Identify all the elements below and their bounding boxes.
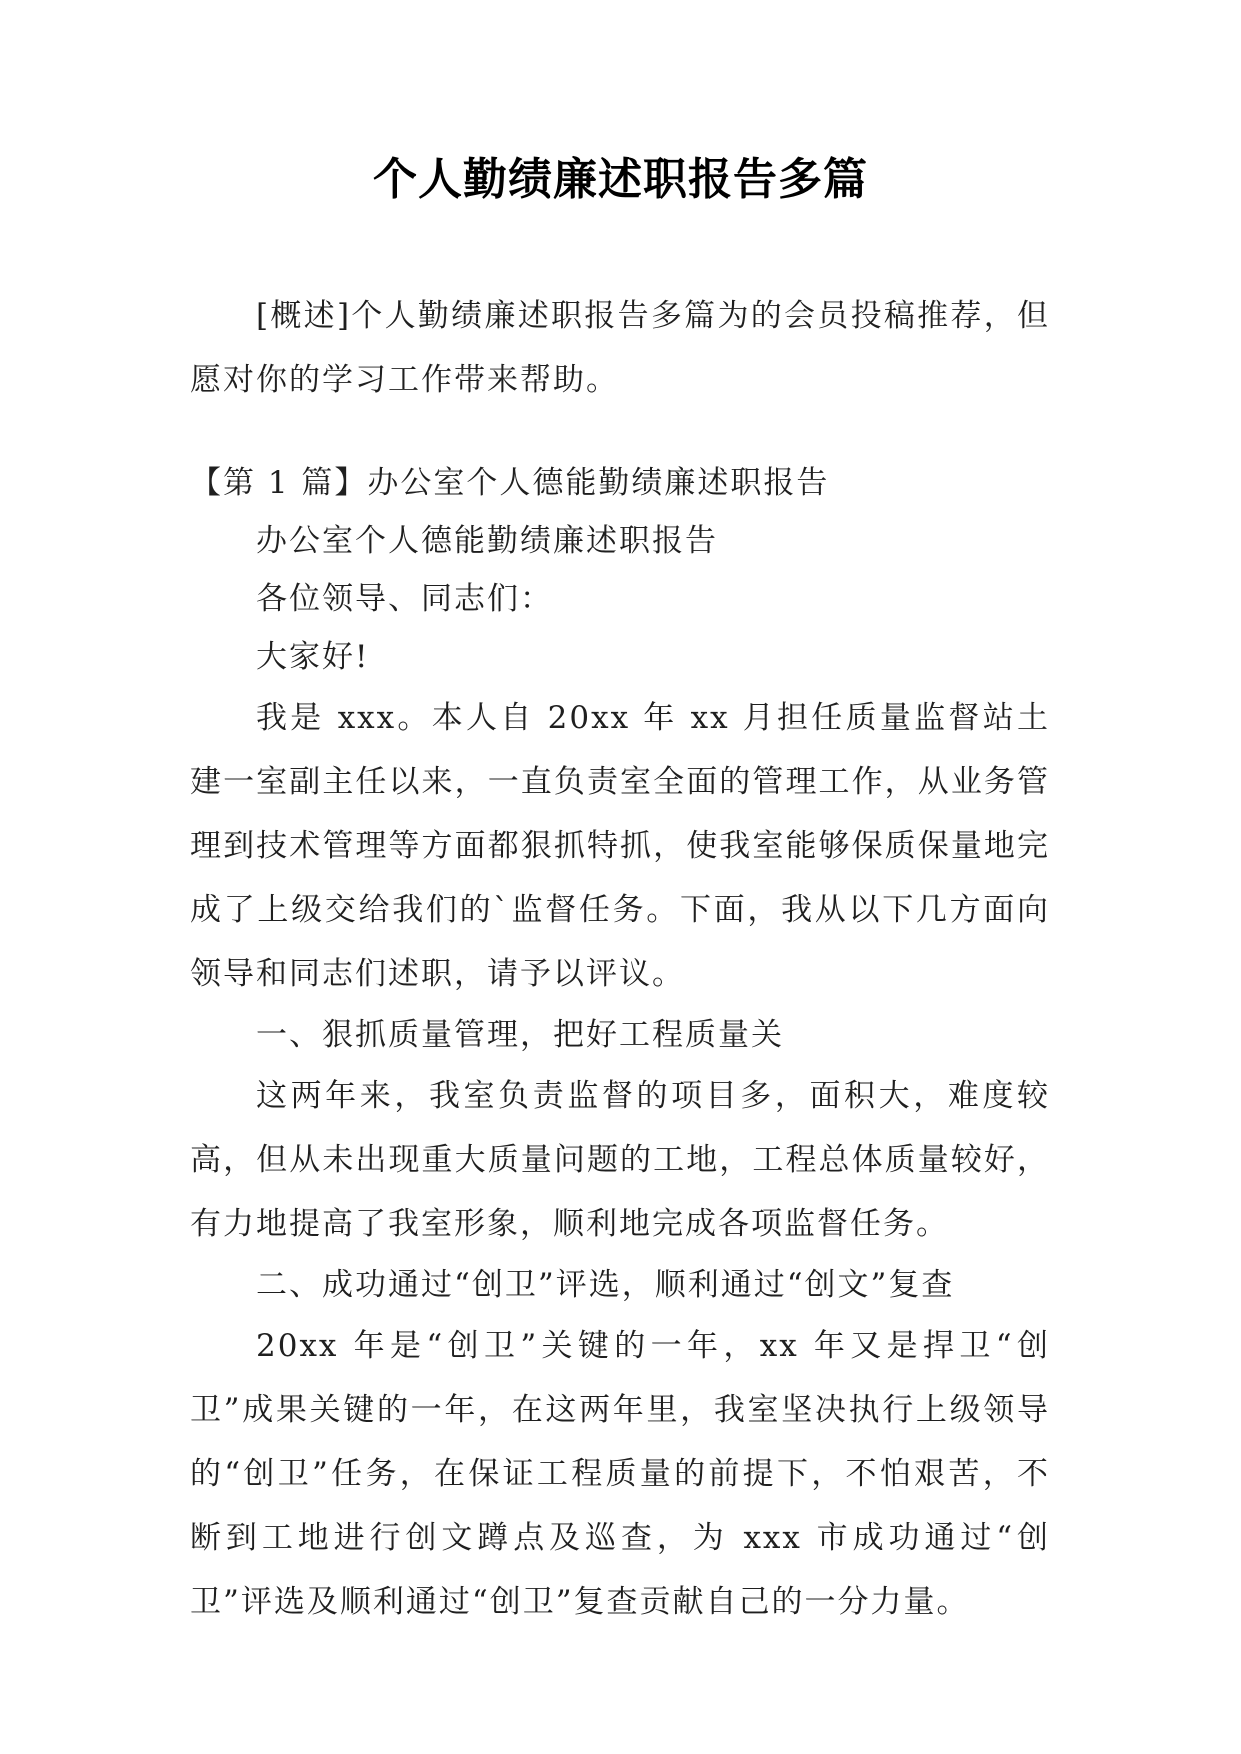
salutation: 各位领导、同志们： [256, 581, 553, 617]
summary-paragraph: [概述]个人勤绩廉述职报告多篇为的会员投稿推荐，但愿对你的学习工作带来帮助。 [190, 298, 1050, 398]
greeting: 大家好! [256, 639, 370, 675]
article-section [190, 454, 1050, 1634]
document-title: 个人勤绩廉述职报告多篇 [373, 154, 868, 205]
article-title: 办公室个人德能勤绩廉述职报告 [256, 523, 718, 559]
body-paragraph-intro: 我是 xxx。本人自 20xx 年 xx 月担任质量监督站土建一室副主任以来，一直负责室全面的管理工作，从业务管理到技术管理等方面都狠抓特抓，使我室能够保质保量地完成了上级交给我们的`监督任务。下面，我从以下几方面向领导和同志们述职，请予以评议。 [190, 700, 1050, 992]
summary-section [190, 284, 1050, 412]
section-heading-quality: 一、狠抓质量管理，把好工程质量关 [256, 1017, 784, 1053]
article-heading: 【第 1 篇】办公室个人德能勤绩廉述职报告 [190, 465, 830, 501]
section-heading-chuangwei: 二、成功通过“创卫”评选，顺利通过“创文”复查 [256, 1267, 955, 1303]
body-paragraph-chuangwei: 20xx 年是“创卫”关键的一年，xx 年又是捍卫“创卫”成果关键的一年，在这两年里，我室坚决执行上级领导的“创卫”任务，在保证工程质量的前提下，不怕艰苦，不断到工地进行创文蹲点及巡查，为 xxx 市成功通过“创卫”评选及顺利通过“创卫”复查贡献自己的一分力量。 [190, 1328, 1050, 1620]
body-paragraph-quality: 这两年来，我室负责监督的项目多，面积大，难度较高，但从未出现重大质量问题的工地，工程总体质量较好，有力地提高了我室形象，顺利地完成各项监督任务。 [190, 1078, 1050, 1242]
